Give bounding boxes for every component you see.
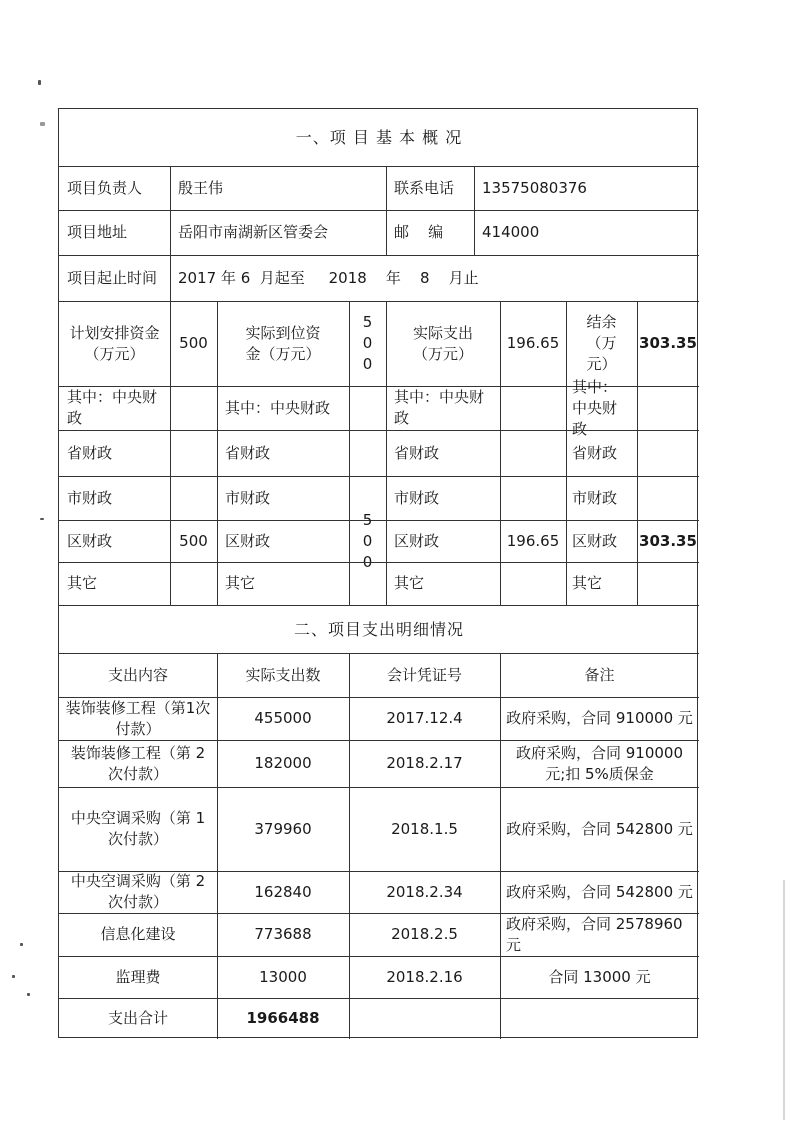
scan-speck [12, 975, 15, 978]
other-spent [500, 562, 566, 605]
other-spent-label: 其它 [394, 574, 425, 592]
district-planned: 500 [179, 531, 208, 550]
scan-speck [40, 122, 45, 126]
spent-funds-label: 实际支出（万元） [412, 323, 473, 363]
expense-note: 政府采购，合同 910000 元 [506, 709, 693, 727]
city-balance [637, 476, 699, 520]
balance-label: 结余（万元） [586, 313, 617, 373]
header-note: 备注 [584, 665, 615, 684]
province-planned [170, 430, 217, 476]
total-voucher-empty [349, 998, 500, 1039]
expense-content: 监理费 [115, 967, 161, 986]
central-spent-label: 其中：中央财政 [394, 388, 485, 427]
period-label: 项目起止时间 [67, 268, 158, 287]
expense-note: 政府采购，合同 2578960 元 [506, 914, 683, 954]
balance-value: 303.35 [639, 334, 697, 352]
header-amount: 实际支出数 [245, 665, 321, 684]
expense-amount: 455000 [254, 709, 312, 727]
expense-amount: 379960 [254, 819, 312, 838]
address-value: 岳阳市南湖新区管委会 [178, 223, 329, 241]
expense-content: 装饰装修工程（第 2 次付款） [70, 743, 206, 783]
planned-funds-value: 500 [179, 334, 208, 352]
district-received: 500 [362, 510, 373, 571]
district-spent-label: 区财政 [394, 531, 440, 550]
scan-speck [20, 943, 23, 946]
expense-note: 合同 13000 元 [548, 967, 651, 986]
phone-label: 联系电话 [394, 178, 455, 197]
central-label: 其中：中央财政 [67, 388, 158, 427]
central-received-label: 其中：中央财政 [225, 398, 331, 417]
expense-note: 政府采购，合同 542800 元 [506, 819, 693, 838]
province-balance-label: 省财政 [572, 443, 618, 462]
manager-value: 殷王伟 [178, 178, 224, 197]
spent-funds-value: 196.65 [506, 334, 560, 352]
scan-speck [38, 80, 41, 85]
expense-voucher: 2018.2.17 [386, 754, 463, 772]
total-value: 1966488 [246, 1009, 320, 1027]
expense-content: 装饰装修工程（第1次付款） [65, 698, 211, 738]
central-balance-label: 其中：中央财政 [572, 377, 618, 438]
other-planned [170, 562, 217, 605]
expense-content: 信息化建设 [100, 925, 176, 943]
province-balance [637, 430, 699, 476]
expense-amount: 162840 [254, 882, 312, 901]
district-balance-label: 区财政 [572, 531, 618, 550]
postcode-label: 邮 编 [394, 223, 444, 241]
province-received-label: 省财政 [225, 443, 271, 462]
district-balance: 303.35 [639, 531, 697, 550]
expense-amount: 182000 [254, 754, 312, 772]
central-planned [170, 386, 217, 430]
postcode-value: 414000 [482, 223, 540, 241]
province-received [349, 430, 386, 476]
other-balance [637, 562, 699, 605]
other-received-label: 其它 [225, 574, 256, 592]
district-label: 区财政 [67, 531, 113, 550]
province-spent [500, 430, 566, 476]
central-spent [500, 386, 566, 430]
expense-content: 中央空调采购（第 2 次付款） [70, 872, 206, 911]
city-planned [170, 476, 217, 520]
expense-voucher: 2018.2.16 [386, 967, 463, 986]
received-funds-label: 实际到位资金（万元） [245, 323, 321, 363]
expense-note: 政府采购，合同 542800 元 [506, 882, 693, 901]
phone-value: 13575080376 [482, 178, 587, 197]
scan-speck [27, 993, 30, 996]
city-received-label: 市财政 [225, 488, 271, 507]
city-spent [500, 476, 566, 520]
manager-label: 项目负责人 [67, 178, 143, 197]
other-balance-label: 其它 [572, 574, 603, 592]
scan-edge-shadow [783, 880, 785, 1120]
central-balance [637, 386, 699, 430]
expense-voucher: 2018.1.5 [391, 819, 458, 838]
section1-title: 一、项 目 基 本 概 况 [295, 128, 463, 147]
total-label: 支出合计 [107, 1009, 168, 1027]
expense-voucher: 2018.2.5 [391, 925, 458, 943]
received-funds-value: 500 [362, 313, 373, 373]
expense-note: 政府采购，合同 910000 元;扣 5%质保金 [515, 743, 684, 783]
city-label: 市财政 [67, 488, 113, 507]
other-label: 其它 [67, 574, 98, 592]
expense-amount: 773688 [254, 925, 312, 943]
total-note-empty [500, 998, 699, 1039]
city-spent-label: 市财政 [394, 488, 440, 507]
expense-content: 中央空调采购（第 1 次付款） [70, 809, 206, 848]
district-spent: 196.65 [506, 531, 560, 550]
section2-title: 二、项目支出明细情况 [293, 619, 464, 639]
project-table [58, 108, 698, 1038]
central-received [349, 386, 386, 430]
header-content: 支出内容 [107, 665, 168, 684]
address-label: 项目地址 [67, 223, 128, 241]
scan-speck [40, 518, 44, 520]
province-label: 省财政 [67, 443, 113, 462]
city-balance-label: 市财政 [572, 488, 618, 507]
planned-funds-label: 计划安排资金（万元） [69, 323, 160, 363]
expense-voucher: 2017.12.4 [386, 709, 463, 727]
district-received-label: 区财政 [225, 531, 271, 550]
province-spent-label: 省财政 [394, 443, 440, 462]
period-value: 2017 年 6 月起至 2018 年 8 月止 [178, 268, 479, 287]
header-voucher: 会计凭证号 [386, 665, 462, 684]
other-received [349, 562, 386, 605]
expense-voucher: 2018.2.34 [386, 882, 463, 901]
expense-amount: 13000 [259, 967, 307, 986]
